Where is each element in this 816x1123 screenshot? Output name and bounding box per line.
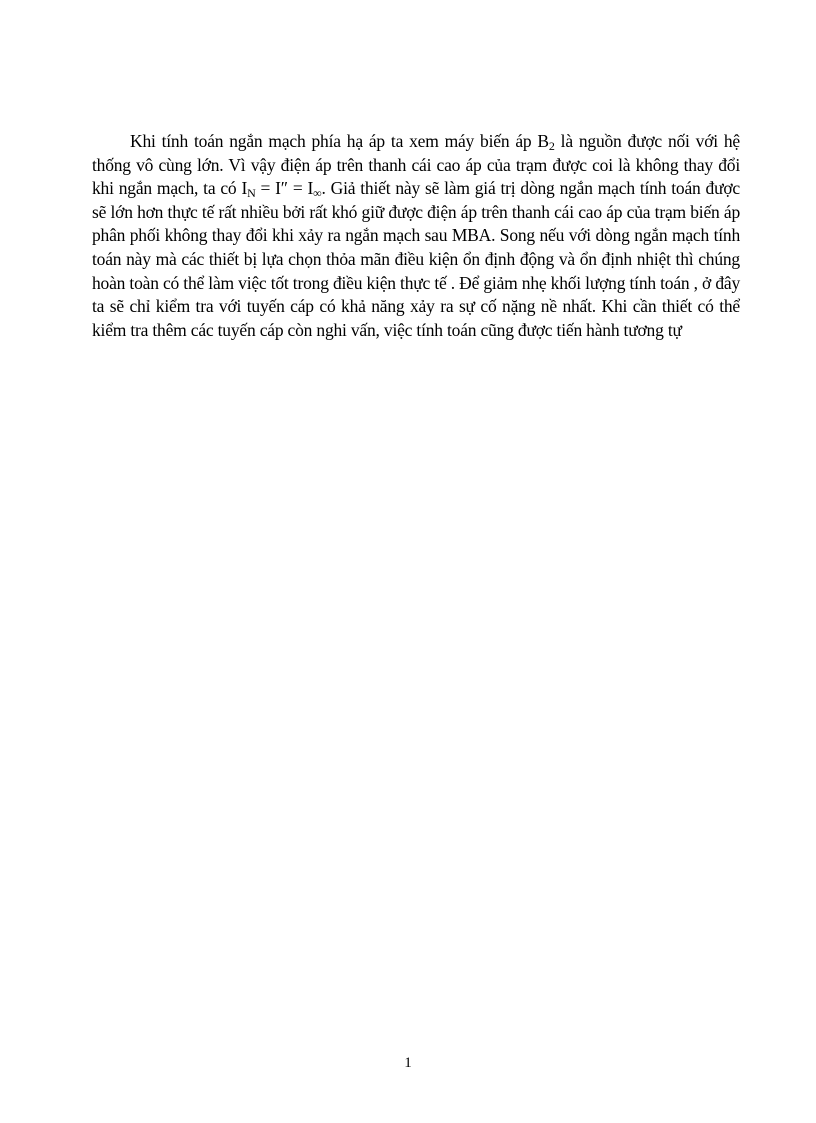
subscript-infinity: ∞ (313, 186, 322, 201)
paragraph-text-1: Khi tính toán ngắn mạch phía hạ áp ta xem máy biến áp B (130, 131, 549, 151)
paragraph-text-2: là nguồn được nối với hệ thống vô cùng lớn. Vì vậy điện áp trên thanh cái cao áp của trạm được coi là không thay đổi khi ngắn mạch, ta có I (92, 131, 741, 199)
paragraph-text-4: . Giả thiết này sẽ làm giá trị dòng ngắn mạch tính toán được sẽ lớn hơn thực tế rất nhiều bởi rất khó giữ được điện áp trên thanh cái cao áp của trạm biến áp phân phối không thay đổi khi xảy ra ngắn mạch sau MBA. Song nếu với dòng ngắn mạch tính toán này mà các thiết bị lựa chọn thỏa mãn điều kiện ổn định động và ổn định nhiệt thì chúng hoàn toàn có thể làm việc tốt trong điều kiện thực tế . Để giảm nhẹ khối lượng tính toán , ở đây ta sẽ chỉ kiểm tra với tuyến cáp có khả năng xảy ra sự cố nặng nề nhất. Khi cần thiết có thể kiểm tra thêm các tuyến cáp còn nghi vấn, việc tính toán cũng được tiến hành tương tự (92, 178, 740, 340)
paragraph-text-3: = I″ = I (255, 178, 314, 199)
subscript-n: N (247, 186, 256, 201)
subscript-b2: 2 (548, 139, 555, 153)
page-number: 1 (404, 1055, 412, 1071)
body-paragraph (92, 130, 740, 342)
